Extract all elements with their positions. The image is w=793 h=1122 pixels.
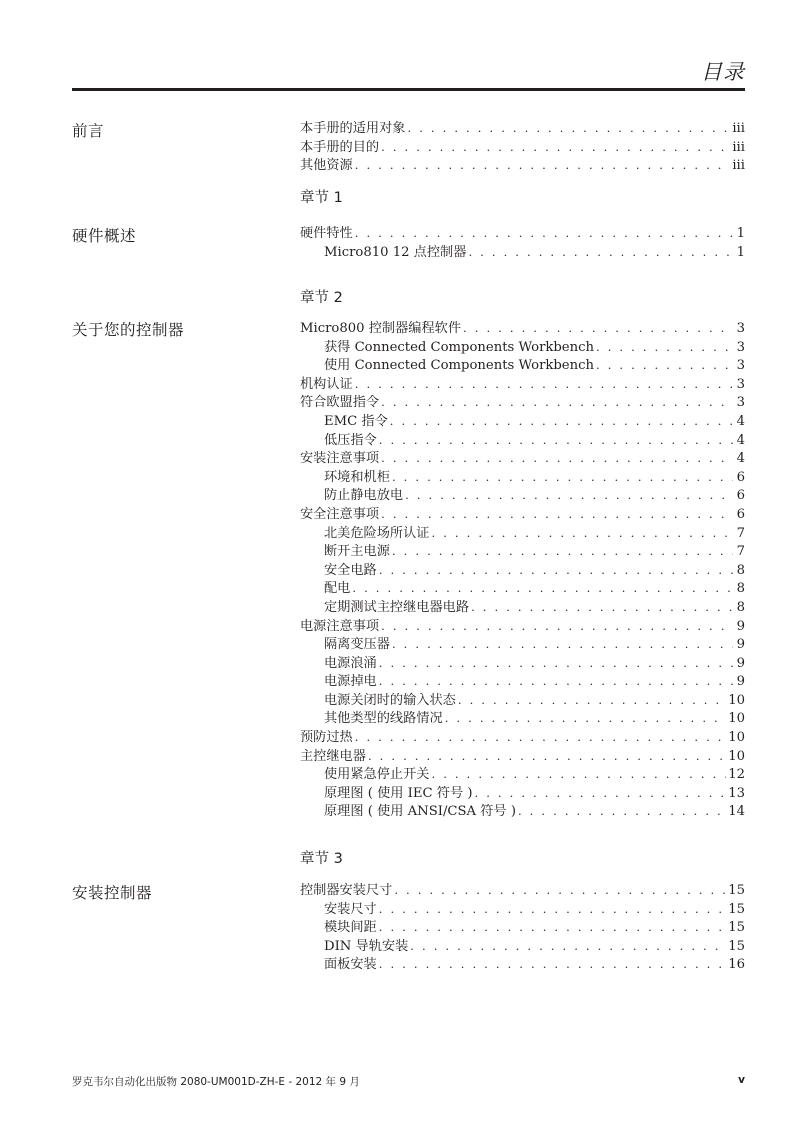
dot-leader [394, 881, 726, 900]
toc-entry-page: 6 [736, 488, 745, 504]
toc-entry-page: 14 [728, 804, 745, 820]
toc-entry[interactable] [300, 412, 745, 431]
toc-entry-page: 3 [736, 358, 745, 374]
toc-entry[interactable] [300, 505, 745, 524]
toc-entry-label: 其他类型的线路情况 [324, 711, 443, 727]
dot-leader [355, 156, 731, 175]
toc-entry[interactable] [300, 138, 745, 157]
section-title-about-controller: 关于您的控制器 [72, 321, 185, 339]
toc-entry-label: 安全注意事项 [300, 506, 380, 522]
toc-entry-page: 3 [736, 395, 745, 411]
dot-leader [471, 598, 733, 617]
section-title-preface: 前言 [72, 122, 105, 140]
dot-leader [392, 635, 733, 654]
toc-entry[interactable] [300, 449, 745, 468]
toc-list-about-controller [300, 319, 745, 821]
toc-entry-label: 主控继电器 [300, 748, 366, 764]
toc-entry-page: 9 [736, 674, 745, 690]
dot-leader [458, 691, 726, 710]
toc-list-preface [300, 119, 745, 175]
toc-entry-page: 4 [736, 432, 745, 448]
toc-entry[interactable] [300, 579, 745, 598]
toc-entry-page: 15 [728, 883, 745, 898]
toc-entry[interactable] [300, 709, 745, 728]
chapter-heading-1: 章节 1 [300, 190, 343, 206]
toc-entry[interactable] [300, 224, 745, 243]
toc-entry-label: 其他资源 [300, 158, 353, 174]
toc-entry-page: 12 [728, 767, 745, 783]
chapter-heading-2: 章节 2 [300, 290, 343, 306]
toc-entry[interactable] [300, 672, 745, 691]
toc-entry[interactable] [300, 524, 745, 543]
toc-entry-label: 本手册的目的 [300, 139, 380, 155]
toc-entry[interactable] [300, 393, 745, 412]
dot-leader [379, 955, 726, 974]
page-title: 目录 [701, 60, 745, 84]
toc-entry-page: iii [732, 121, 745, 136]
toc-entry-label: 原理图 ( 使用 ANSI/CSA 符号 ) [324, 804, 516, 820]
toc-entry-label: 本手册的适用对象 [300, 121, 406, 136]
toc-entry[interactable] [300, 728, 745, 747]
toc-entry[interactable] [300, 784, 745, 803]
toc-entry[interactable] [300, 654, 745, 673]
toc-entry-label: 模块间距 [324, 920, 377, 936]
page-header [72, 52, 745, 91]
toc-entry-page: iii [732, 158, 745, 174]
toc-list-install-controller [300, 881, 745, 974]
dot-leader [379, 654, 733, 673]
toc-entry-label: Micro800 控制器编程软件 [300, 321, 462, 336]
toc-entry[interactable] [300, 747, 745, 766]
dot-leader [355, 728, 726, 747]
toc-entry[interactable] [300, 319, 745, 338]
toc-entry[interactable] [300, 338, 745, 357]
toc-entry[interactable] [300, 598, 745, 617]
toc-entry[interactable] [300, 156, 745, 175]
toc-entry-page: iii [732, 139, 745, 155]
toc-entry[interactable] [300, 356, 745, 375]
toc-entry-label: DIN 导轨安装 [324, 938, 409, 954]
toc-entry-page: 3 [736, 376, 745, 392]
dot-leader [475, 784, 727, 803]
toc-entry-page: 10 [728, 692, 745, 708]
toc-entry-page: 10 [728, 711, 745, 727]
toc-entry[interactable] [300, 937, 745, 956]
dot-leader [381, 449, 733, 468]
toc-entry[interactable] [300, 243, 745, 262]
toc-entry-label: 使用 Connected Components Workbench [324, 358, 594, 374]
toc-entry[interactable] [300, 881, 745, 900]
toc-entry[interactable] [300, 955, 745, 974]
toc-entry-label: 断开主电源 [324, 544, 390, 560]
toc-entry[interactable] [300, 542, 745, 561]
dot-leader [381, 393, 733, 412]
toc-entry-label: 安全电路 [324, 562, 377, 578]
page-number: v [738, 1074, 745, 1086]
toc-entry-label: 面板安装 [324, 957, 377, 973]
dot-leader [381, 505, 733, 524]
dot-leader [432, 765, 727, 784]
dot-leader [355, 375, 733, 394]
toc-entry-page: 9 [736, 637, 745, 653]
toc-entry-page: 4 [736, 413, 745, 429]
dot-leader [596, 338, 733, 357]
dot-leader [379, 431, 733, 450]
toc-entry-label: 控制器安装尺寸 [300, 883, 393, 898]
toc-entry[interactable] [300, 691, 745, 710]
dot-leader [352, 579, 733, 598]
dot-leader [445, 709, 727, 728]
dot-leader [368, 747, 726, 766]
dot-leader [379, 561, 733, 580]
toc-entry-label: 原理图 ( 使用 IEC 符号 ) [324, 785, 473, 801]
toc-entry-label: EMC 指令 [324, 413, 388, 429]
toc-entry-page: 9 [736, 655, 745, 671]
chapter-heading-3: 章节 3 [300, 851, 343, 867]
toc-entry-page: 15 [728, 938, 745, 954]
toc-entry-label: 硬件特性 [300, 226, 353, 241]
toc-entry-page: 3 [736, 321, 745, 336]
toc-entry[interactable] [300, 765, 745, 784]
dot-leader [408, 119, 731, 138]
toc-entry-label: 低压指令 [324, 432, 377, 448]
section-title-hardware: 硬件概述 [72, 227, 137, 245]
toc-entry-page: 3 [736, 339, 745, 355]
toc-entry-label: 安装尺寸 [324, 901, 377, 917]
toc-entry-label: 机构认证 [300, 376, 353, 392]
dot-leader [410, 937, 726, 956]
toc-entry-page: 4 [736, 451, 745, 467]
dot-leader [379, 918, 726, 937]
dot-leader [463, 319, 733, 338]
toc-entry-page: 15 [728, 920, 745, 936]
toc-list-hardware [300, 224, 745, 261]
toc-entry-label: 电源浪涌 [324, 655, 377, 671]
dot-leader [432, 524, 734, 543]
toc-entry[interactable] [300, 468, 745, 487]
toc-entry[interactable] [300, 802, 745, 821]
dot-leader [468, 243, 733, 262]
dot-leader [355, 224, 733, 243]
toc-entry-label: 电源注意事项 [300, 618, 380, 634]
dot-leader [379, 672, 733, 691]
toc-entry-label: 防止静电放电 [324, 488, 404, 504]
toc-entry-label: 电源关闭时的输入状态 [324, 692, 456, 708]
toc-entry-label: 预防过热 [300, 730, 353, 746]
toc-entry-page: 16 [728, 957, 745, 973]
toc-entry-page: 8 [736, 581, 745, 597]
dot-leader [392, 542, 733, 561]
dot-leader [381, 617, 733, 636]
toc-entry[interactable] [300, 635, 745, 654]
toc-entry-label: 安装注意事项 [300, 451, 380, 467]
toc-entry[interactable] [300, 375, 745, 394]
toc-entry-page: 1 [736, 244, 745, 260]
toc-entry-page: 10 [728, 730, 745, 746]
dot-leader [392, 468, 733, 487]
dot-leader [596, 356, 733, 375]
toc-entry-label: 隔离变压器 [324, 637, 390, 653]
toc-entry-label: 获得 Connected Components Workbench [324, 339, 594, 355]
toc-entry-page: 13 [728, 785, 745, 801]
toc-entry-page: 7 [736, 544, 745, 560]
toc-entry[interactable] [300, 431, 745, 450]
dot-leader [379, 900, 726, 919]
toc-entry-page: 8 [736, 599, 745, 615]
toc-entry-label: 定期测试主控继电器电路 [324, 599, 470, 615]
dot-leader [390, 412, 733, 431]
toc-entry-page: 8 [736, 562, 745, 578]
dot-leader [405, 486, 733, 505]
toc-entry[interactable] [300, 561, 745, 580]
toc-entry-page: 9 [736, 618, 745, 634]
dot-leader [381, 138, 730, 157]
toc-entry-page: 6 [736, 506, 745, 522]
toc-entry-page: 10 [728, 748, 745, 764]
dot-leader [518, 802, 726, 821]
publication-info: 罗克韦尔自动化出版物 2080-UM001D-ZH-E - 2012 年 9 月 [72, 1076, 360, 1088]
toc-entry-label: 使用紧急停止开关 [324, 767, 430, 783]
toc-entry-page: 7 [736, 525, 745, 541]
toc-entry-page: 15 [728, 901, 745, 917]
toc-entry-page: 6 [736, 469, 745, 485]
toc-entry-label: 北美危险场所认证 [324, 525, 430, 541]
toc-entry-label: Micro810 12 点控制器 [324, 244, 467, 260]
toc-entry-label: 符合欧盟指令 [300, 395, 380, 411]
toc-entry-page: 1 [736, 226, 745, 241]
toc-entry[interactable] [300, 119, 745, 138]
section-title-install-controller: 安装控制器 [72, 884, 153, 902]
toc-entry[interactable] [300, 918, 745, 937]
toc-entry[interactable] [300, 900, 745, 919]
toc-entry[interactable] [300, 617, 745, 636]
toc-entry[interactable] [300, 486, 745, 505]
toc-entry-label: 环境和机柜 [324, 469, 390, 485]
toc-entry-label: 电源掉电 [324, 674, 377, 690]
toc-entry-label: 配电 [324, 581, 351, 597]
